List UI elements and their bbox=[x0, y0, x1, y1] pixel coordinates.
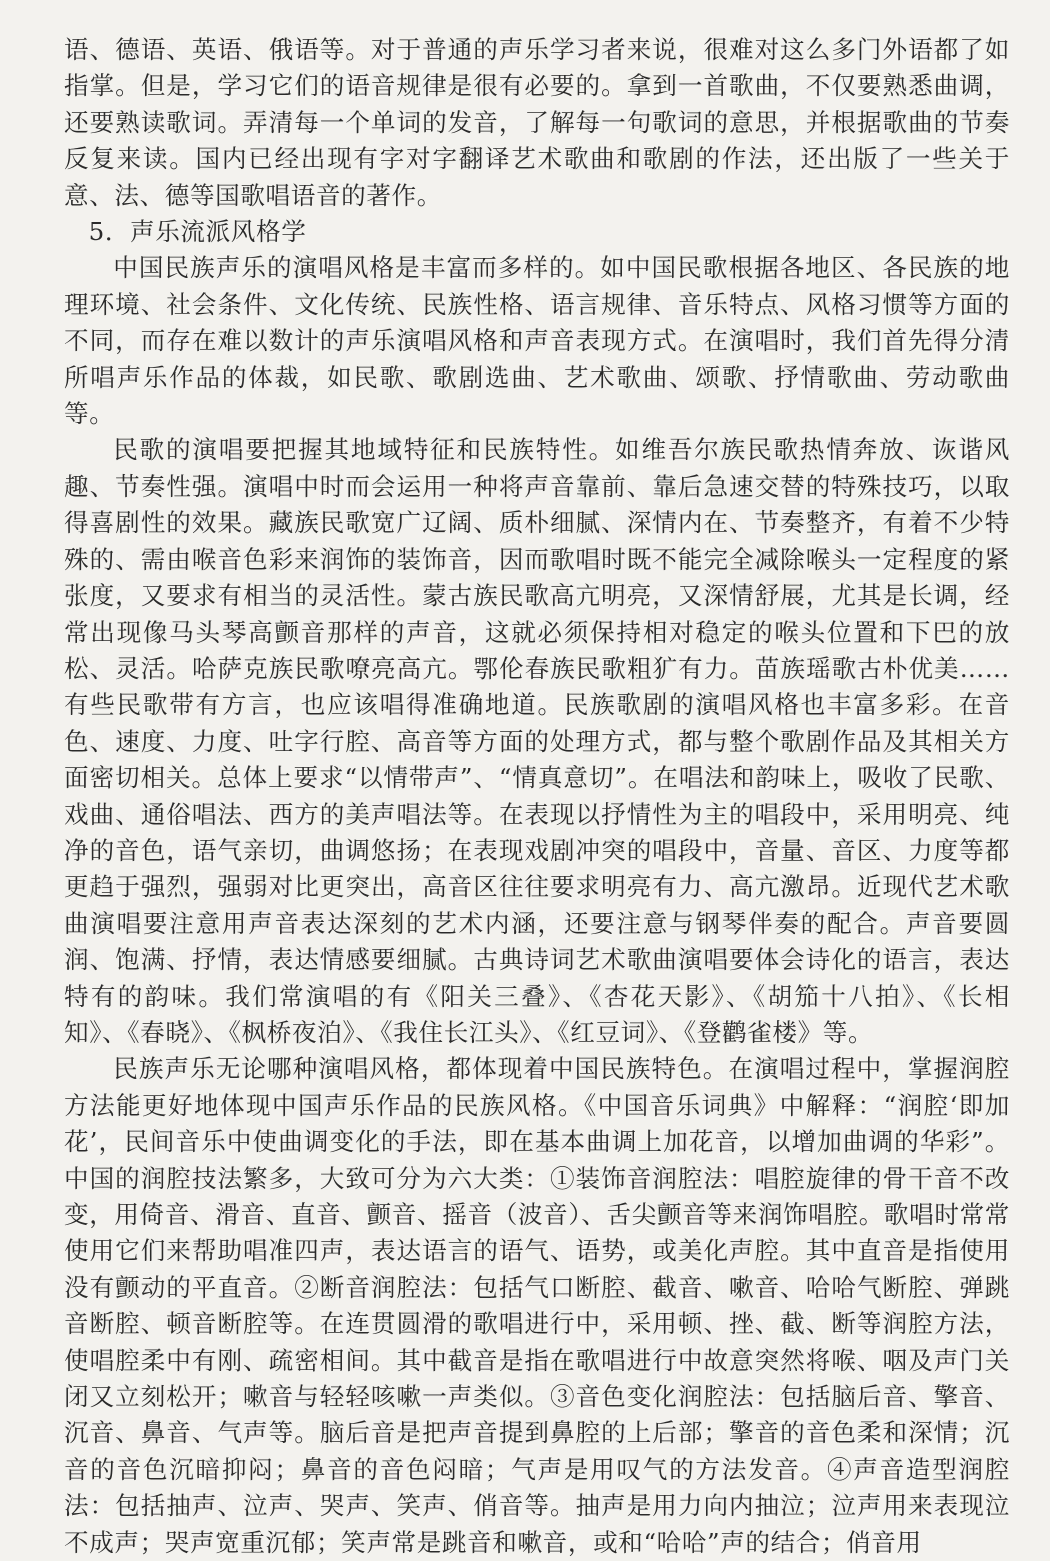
paragraph: 民歌的演唱要把握其地域特征和民族特性。如维吾尔族民歌热情奔放、诙谐风趣、节奏性强。演唱中时而会运用一种将声音靠前、靠后急速交替的特殊技巧，以取得喜剧性的效果。藏族民歌宽广辽阔、质朴细腻、深情内在、节奏整齐，有着不少特殊的、需由喉音色彩来润饰的装饰音，因而歌唱时既不能完全减除喉头一定程度的紧张度，又要求有相当的灵活性。蒙古族民歌高亢明亮，又深情舒展，尤其是长调，经常出现像马头琴高颤音那样的声音，这就必须保持相对稳定的喉头位置和下巴的放松、灵活。哈萨克族民歌嘹亮高亢。鄂伦春族民歌粗犷有力。苗族瑶歌古朴优美……有些民歌带有方言，也应该唱得准确地道。民族歌剧的演唱风格也丰富多彩。在音色、速度、力度、吐字行腔、高音等方面的处理方式，都与整个歌剧作品及其相关方面密切相关。总体上要求“以情带声”、“情真意切”。在唱法和韵味上，吸收了民歌、戏曲、通俗唱法、西方的美声唱法等。在表现以抒情性为主的唱段中，采用明亮、纯净的音色，语气亲切，曲调悠扬；在表现戏剧冲突的唱段中，音量、音区、力度等都更趋于强烈，强弱对比更突出，高音区往往要求明亮有力、高亢激昂。近现代艺术歌曲演唱要注意用声音表达深刻的艺术内涵，还要注意与钢琴伴奏的配合。声音要圆润、饱满、抒情，表达情感要细腻。古典诗词艺术歌曲演唱要体会诗化的语言，表达特有的韵味。我们常演唱的有《阳关三叠》、《杏花天影》、《胡笳十八拍》、《长相知》、《春晓》、《枫桥夜泊》、《我住长江头》、《红豆词》、《登鹳雀楼》等。 bbox=[64, 435, 1010, 1047]
paragraph-continued: 语、德语、英语、俄语等。对于普通的声乐学习者来说，很难对这么多门外语都了如指掌。但是，学习它们的语音规律是很有必要的。拿到一首歌曲，不仅要熟悉曲调，还要熟读歌词。弄清每一个单词的发音，了解每一句歌词的意思，并根据歌曲的节奏反复来读。国内已经出现有字对字翻译艺术歌曲和歌剧的作法，还出版了一些关于意、法、德等国歌唱语音的著作。 bbox=[64, 35, 1010, 210]
section-heading: 5．声乐流派风格学 bbox=[88, 217, 307, 247]
paragraph: 民族声乐无论哪种演唱风格，都体现着中国民族特色。在演唱过程中，掌握润腔方法能更好地体现中国声乐作品的民族风格。《中国音乐词典》中解释：“润腔‘即加花’，民间音乐中使曲调变化的手法，即在基本曲调上加花音，以增加曲调的华彩”。中国的润腔技法繁多，大致可分为六大类：①装饰音润腔法：唱腔旋律的骨干音不改变，用倚音、滑音、直音、颤音、摇音（波音）、舌尖颤音等来润饰唱腔。歌唱时常常使用它们来帮助唱准四声，表达语言的语气、语势，或美化声腔。其中直音是指使用没有颤动的平直音。②断音润腔法：包括气口断腔、截音、嗽音、哈哈气断腔、弹跳音断腔、顿音断腔等。在连贯圆滑的歌唱进行中，采用顿、挫、截、断等润腔方法，使唱腔柔中有刚、疏密相间。其中截音是指在歌唱进行中故意突然将喉、咽及声门关闭又立刻松开；嗽音与轻轻咳嗽一声类似。③音色变化润腔法：包括脑后音、擎音、沉音、鼻音、气声等。脑后音是把声音提到鼻腔的上后部；擎音的音色柔和深情；沉音的音色沉暗抑闷；鼻音的音色闷暗；气声是用叹气的方法发音。④声音造型润腔法：包括抽声、泣声、哭声、笑声、俏音等。抽声是用力向内抽泣；泣声用来表现泣不成声；哭声宽重沉郁；笑声常是跳音和嗽音，或和“哈哈”声的结合；俏音用 bbox=[64, 1054, 1010, 1557]
paragraph: 中国民族声乐的演唱风格是丰富而多样的。如中国民歌根据各地区、各民族的地理环境、社会条件、文化传统、民族性格、语言规律、音乐特点、风格习惯等方面的不同，而存在难以数计的声乐演唱风格和声音表现方式。在演唱时，我们首先得分清所唱声乐作品的体裁，如民歌、歌剧选曲、艺术歌曲、颂歌、抒情歌曲、劳动歌曲等。 bbox=[64, 253, 1010, 429]
